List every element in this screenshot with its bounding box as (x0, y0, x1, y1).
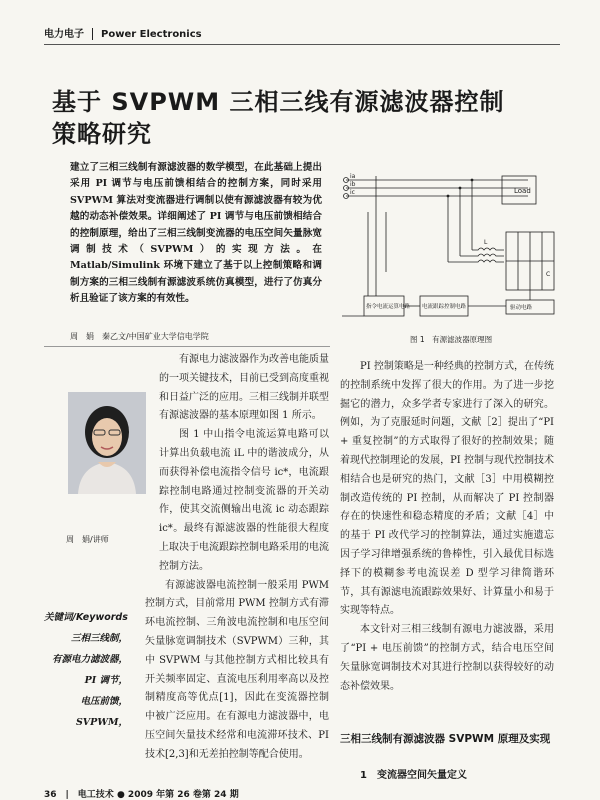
figure-caption: 图 1 有源滤波器原理图 (410, 335, 493, 344)
paragraph: 本文针对三相三线制有源电力滤波器，采用了“PI + 电压前馈”的控制方式，结合电压空间矢量脉宽调制技术对其进行控制以获得较好的动态补偿效果。 (340, 624, 554, 692)
authors: 周 娟 秦乙文/中国矿业大学信电学院 (70, 332, 209, 341)
abstract-rule (44, 346, 330, 347)
paragraph: 图 1 中山指令电流运算电路可以计算出负载电流 iL 中的谐波成分，从而获得补偿电流指令信号 ic*，电流跟踪控制电路通过控制变流器的开关动作，使其交流侧输出电流 ic 动态跟踪 ic*。最终有源滤波器的性能很大程度上取决于电流跟踪控制电路采用的电流控制方法。 (159, 429, 329, 572)
abstract: 建立了三相三线制有源滤波器的数学模型，在此基础上提出采用 PI 调节与电压前馈相结合的控制方案，同时采用 SVPWM 算法对变流器进行调制以使有源滤波器有较为优越的动态补偿效果。详细阐述了 PI 调节与电压前馈相结合的控制原理，给出了三相三线制变流器的电压空间矢量脉宽调制技术（SVPWM）的实现方法。在 Matlab/Simulink 环境下建立了基于以上控制策略和调制方案的三相三线制有源滤波系统仿真模型，进行了仿真分析且验证了该方案的有效性。 (70, 162, 322, 305)
keyword-item: PI 调节， (84, 675, 128, 686)
drive-box-label: 驱动电路 (510, 305, 533, 311)
article-title (52, 86, 532, 150)
load-label: Load (514, 187, 531, 195)
photo-caption: 周 娟/讲师 (66, 535, 109, 544)
title-line-2: 策略研究 (52, 120, 152, 148)
figure-1-circuit (338, 172, 558, 332)
keywords-title: 关键词/Keywords (44, 612, 128, 623)
paragraph: PI 控制策略是一种经典的控制方式，在传统的控制系统中发挥了很大的作用。为了进一步挖掘它的潜力，众多学者专家进行了深入的研究。例如，为了克服延时问题，文献［2］提出了“PI + 重复控制”的方式取得了很好的控制效果；随着现代控制理论的发展，PI 控制与现代控制技术相结合也是研究的热门，文献［3］中用模糊控制改造传统的 PI 控制，从而解决了 PI 控制器存在的快速性和稳态精度的矛盾；文献［4］中的基于 PI 改代学习的控制算法，通过实施遗忘因子学习律增强系统的鲁棒性，引入最优目标选择下的模糊参考电流误差 D 型学习律简谐环节，其有源滤电流跟踪效果好、计算量小和易于实现等特点。 (340, 361, 554, 617)
body-column-2 (145, 351, 329, 765)
running-header (44, 25, 202, 40)
keyword-item: SVPWM， (75, 717, 128, 728)
keyword-item: 三相三线制， (70, 633, 128, 644)
subsection-heading: 1 变流器空间矢量定义 (360, 770, 467, 781)
paragraph: 有源滤波器电流控制一般采用 PWM 控制方式，目前常用 PWM 控制方式有滞环电流控制、三角波电流控制和电压空间矢量脉宽调制技术（SVPWM）三种，其中 SVPWM 与其他控制方式相比较具有开关频率固定、直流电压利用率高以及控制精度高等优点[1]，因此在变流器控制中被广泛应用。在有源电力滤波器中，电压空间矢量技术经常和电流滞环技术、PI 技术[2,3]和无差拍控制等配合使用。 (145, 579, 329, 760)
section-heading: 三相三线制有源滤波器 SVPWM 原理及实现 (340, 733, 551, 745)
keyword-item: 有源电力滤波器， (51, 654, 128, 665)
author-photo (68, 392, 146, 494)
paragraph: 有源电力滤波器作为改善电能质量的一项关键技术，目前已受到高度重视和日益广泛的应用。三相三线制并联型有源滤波器的基本原理如图 1 所示。 (159, 354, 329, 422)
body-column-3 (340, 358, 554, 696)
title-line-1: 基于 SVPWM 三相三线有源滤波器控制 (52, 88, 505, 116)
ctrl-box-label: 电流跟踪控制电路 (422, 304, 467, 310)
header-rule (44, 44, 560, 45)
ic-label: ic (350, 189, 355, 196)
ia-label: ia (350, 173, 356, 180)
portrait-image (68, 392, 146, 494)
page-footer: 36 | 电工技术 ● 2009 年第 26 卷第 24 期 (44, 790, 239, 800)
header-cn: 电力电子 (44, 29, 84, 40)
keyword-item: 电压前馈， (80, 696, 128, 707)
header-separator (92, 28, 93, 40)
keywords-list (50, 628, 128, 733)
inductor-label: L (484, 239, 488, 246)
ib-label: ib (350, 181, 356, 188)
capacitor-label: C (546, 271, 551, 278)
header-en: Power Electronics (101, 29, 202, 40)
cmd-box-label: 指令电流运算电路 (366, 304, 411, 310)
